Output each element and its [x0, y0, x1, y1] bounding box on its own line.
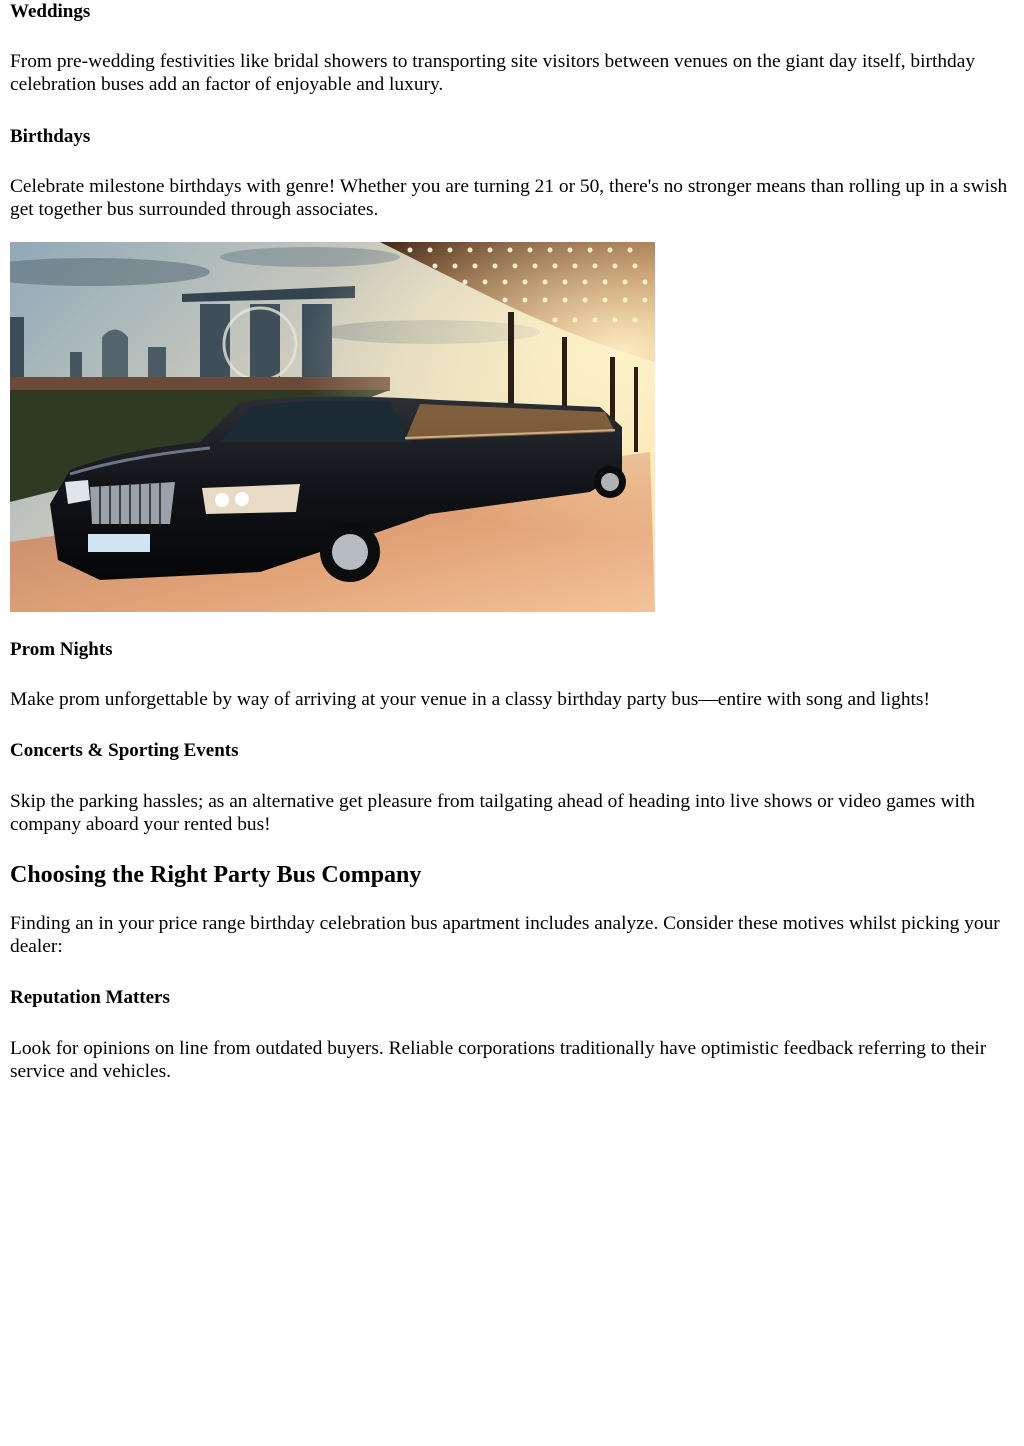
- prom-heading: Prom Nights: [10, 639, 113, 660]
- weddings-heading: Weddings: [10, 1, 91, 22]
- birthdays-text: Celebrate milestone birthdays with genre! Whether you are turning 21 or 50, there's no stronger means than rolling up in a swish get together bus surrounded through associates.: [10, 176, 1008, 220]
- weddings-text: From pre-wedding festivities like bridal showers to transporting site visitors between venues on the giant day itself, birthday celebration buses add an factor of enjoyable and luxury.: [10, 51, 976, 95]
- concerts-heading: Concerts & Sporting Events: [10, 740, 239, 761]
- birthdays-heading: Birthdays: [10, 126, 91, 147]
- choosing-text: Finding an in your price range birthday celebration bus apartment includes analyze. Consider these motives whilst picking your dealer:: [10, 913, 1000, 957]
- choosing-heading: Choosing the Right Party Bus Company: [10, 862, 422, 888]
- concerts-text: Skip the parking hassles; as an alternative get pleasure from tailgating ahead of heading into live shows or video games with company aboard your rented bus!: [10, 791, 975, 835]
- reputation-heading: Reputation Matters: [10, 987, 170, 1008]
- limousine-photo: [10, 242, 655, 612]
- prom-text: Make prom unforgettable by way of arriving at your venue in a classy birthday party bus—entire with song and lights!: [10, 689, 930, 710]
- reputation-text: Look for opinions on line from outdated buyers. Reliable corporations traditionally have optimistic feedback referring to their service and vehicles.: [10, 1038, 987, 1082]
